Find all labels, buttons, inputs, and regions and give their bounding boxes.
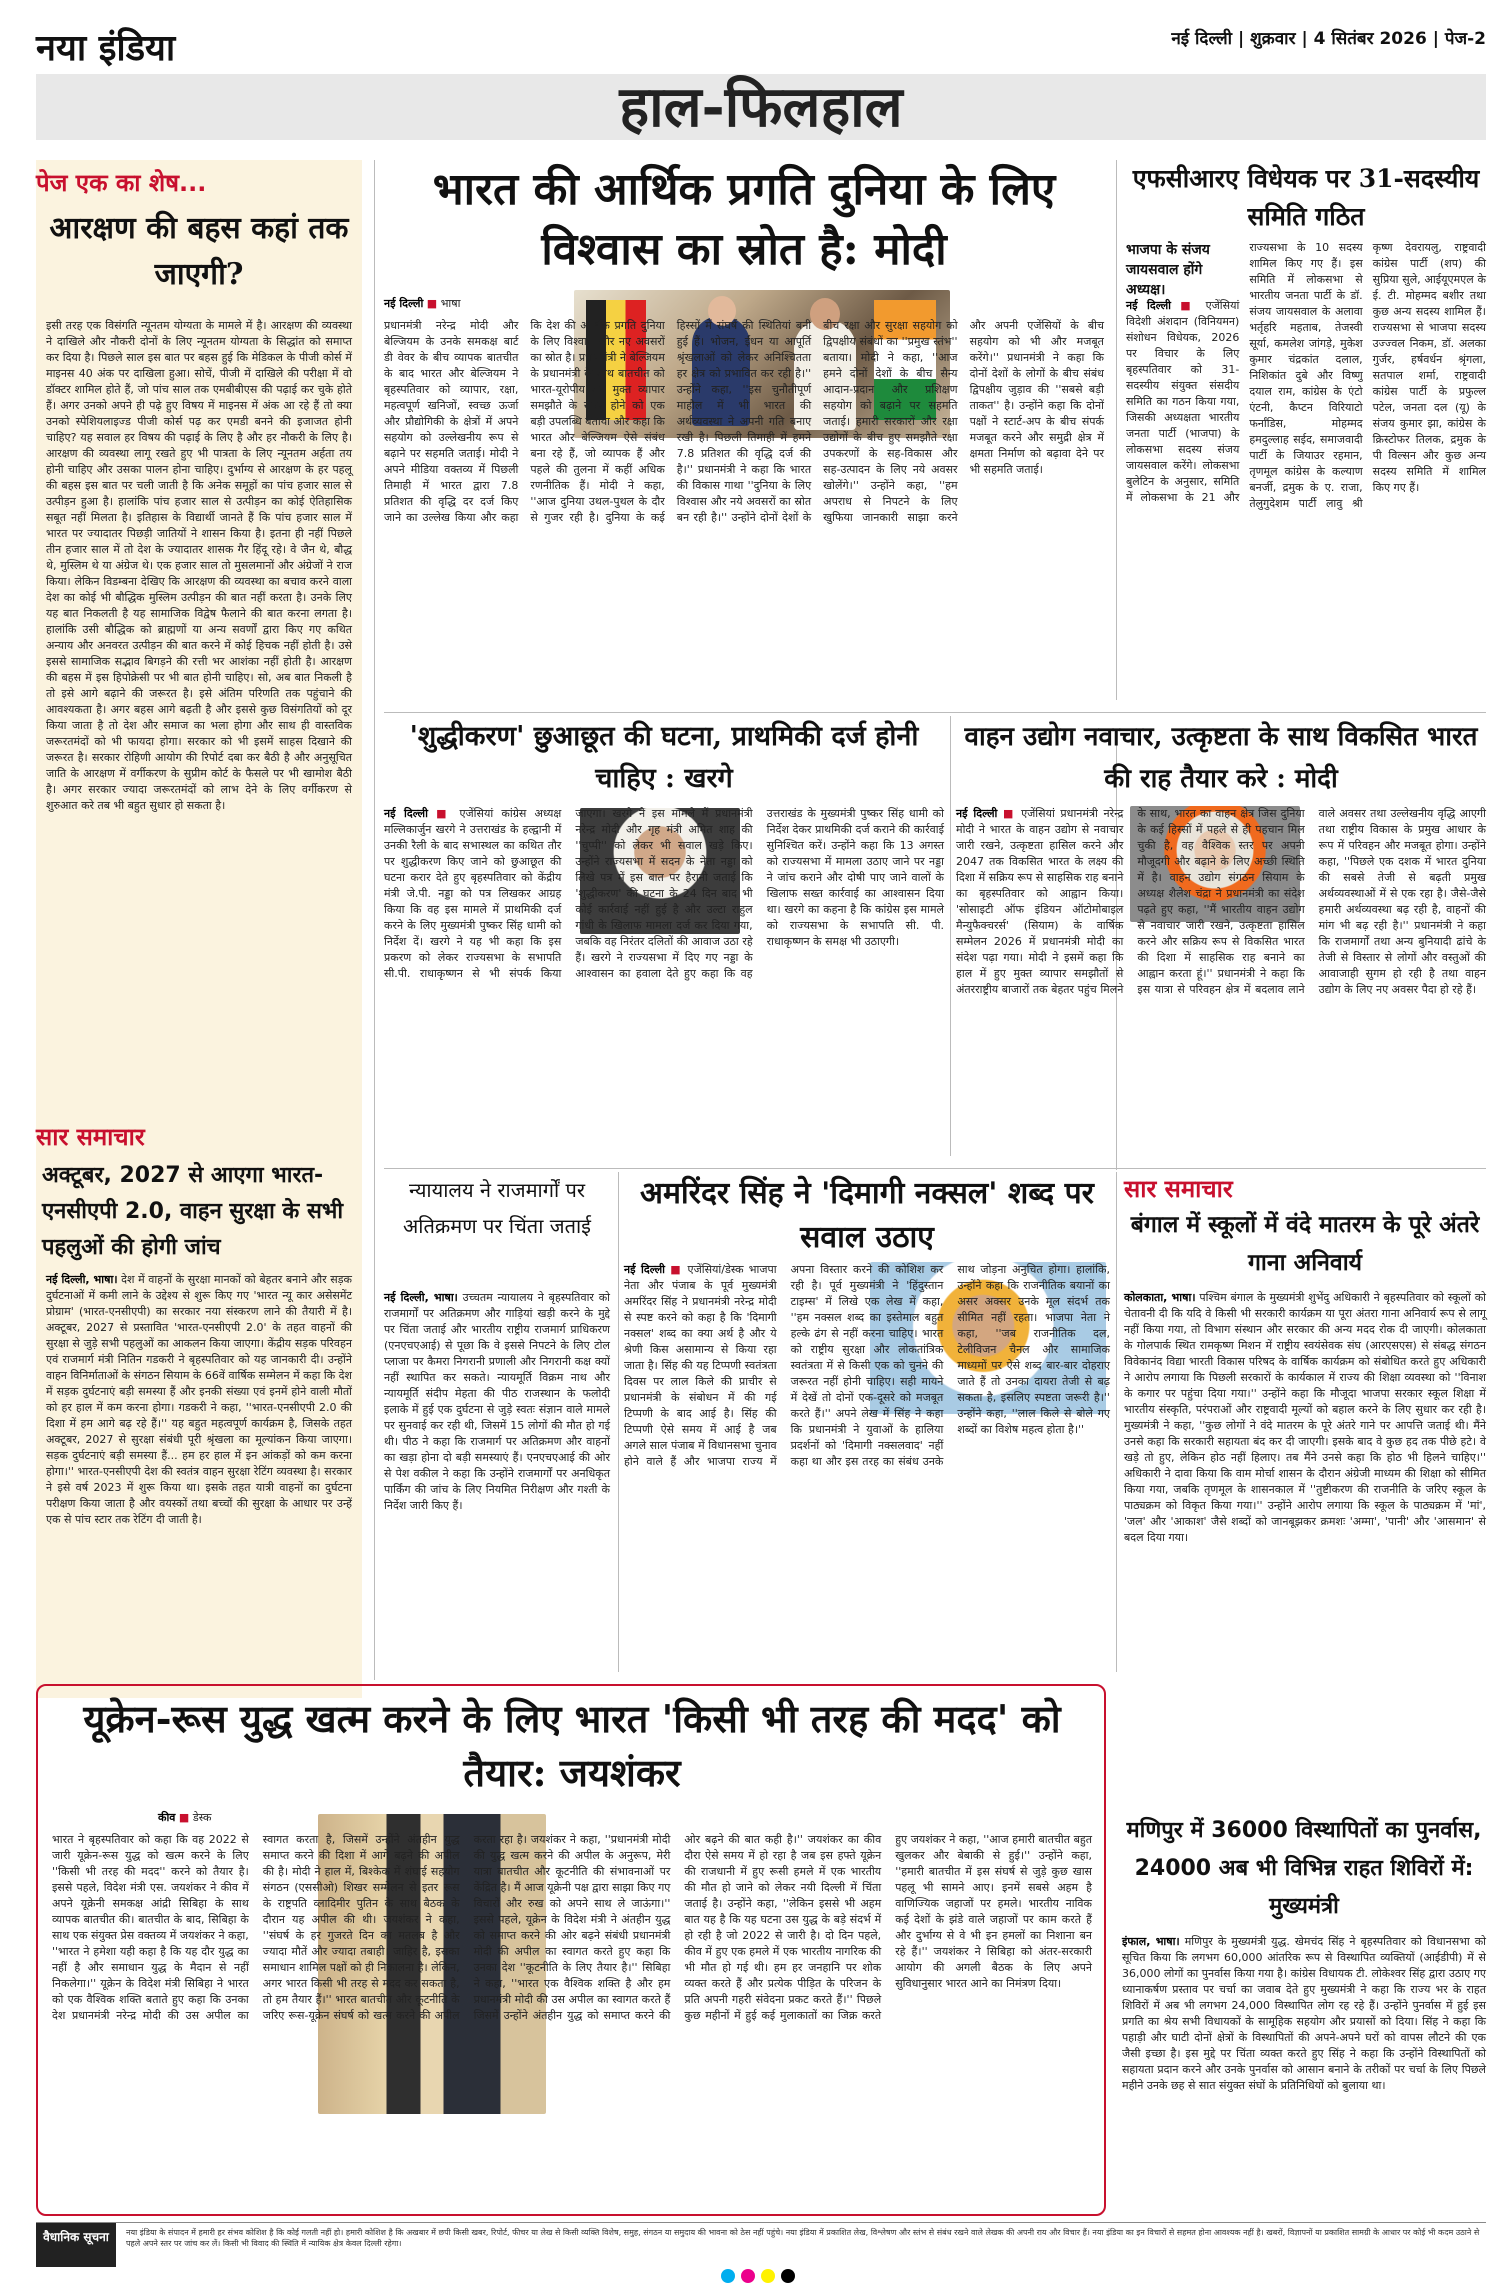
vehicle-dateline: नई दिल्ली: [956, 807, 998, 820]
cyan-dot: [721, 2269, 735, 2283]
ukraine-body: भारत ने बृहस्पतिवार को कहा कि वह 2022 से जारी यूक्रेन-रूस युद्ध को खत्म करने के लिए ''किसी भी तरह की मदद'' करने को तैयार है। इससे पहले, विदेश मंत्री एस. जयशंकर ने कीव में अपने यूक्रेनी समकक्ष आंद्री सिबिहा के साथ व्यापक बातचीत की। बातचीत के बाद, सिबिहा के साथ एक संयुक्त प्रेस वक्तव्य में जयशंकर ने कहा, ''भारत ने हमेशा यही कहा है कि यह दौर युद्ध का नहीं है और समाधान युद्ध के मैदान से नहीं निकलेगा।'' यूक्रेन के विदेश मंत्री सिबिहा ने भारत को एक वैश्विक शक्ति बताते हुए कहा कि उनका देश प्रधानमंत्री नरेन्द्र मोदी की उस अपील का स्वागत करता है, जिसमें उन्होंने अंतहीन युद्ध समाप्त करने की दिशा में आगे बढ़ने की अपील की है। मोदी ने हाल में, बिश्केक में शंघाई सहयोग संगठन (एससीओ) शिखर सम्मेलन से इतर रूस के राष्ट्रपति व्लादिमीर पुतिन के साथ बैठक के दौरान यह अपील की थी। जयशंकर ने कहा, ''संघर्ष के हर गुजरते दिन का मतलब है और ज्यादा मौतें और ज्यादा तबाही। जाहिर है, इसका समाधान शामिल पक्षों को ही निकालना है। लेकिन, अगर भारत किसी भी तरह से मदद कर सकता है, तो हम तैयार हैं।'' भारत बातचीत और कूटनीति के जरिए रूस-यूक्रेन संघर्ष को खत्म करने की अपील करता रहा है। जयशंकर ने कहा, ''प्रधानमंत्री मोदी की युद्ध खत्म करने की अपील के अनुरूप, मेरी यात्रा बातचीत और कूटनीति की संभावनाओं पर केंद्रित है। मैं आज यूक्रेनी पक्ष द्वारा साझा किए गए विचारों और रुख को अपने साथ ले जाऊंगा।'' इससे पहले, यूक्रेन के विदेश मंत्री ने अंतहीन युद्ध को समाप्त करने की ओर बढ़ने संबंधी प्रधानमंत्री मोदी की अपील का स्वागत करते हुए कहा कि उनका देश ''कूटनीति के लिए तैयार है।'' सिबिहा ने कहा, ''भारत एक वैश्विक शक्ति है और हम प्रधानमंत्री मोदी की उस अपील का स्वागत करते हैं जिसमें उन्होंने अंतहीन युद्ध को समाप्त करने की ओर बढ़ने की बात कही है।'' जयशंकर का कीव दौरा ऐसे समय में हो रहा है जब इस हफ्ते यूक्रेन की राजधानी में हुए रूसी हमले में एक भारतीय की मौत हो जाने को लेकर नयी दिल्ली में चिंता जताई है। उन्होंने कहा, ''लेकिन इससे भी अहम बात यह है कि यह घटना उस युद्ध के बड़े संदर्भ में हो रही है जो 2022 से जारी है। दो दिन पहले, कीव में हुए एक हमले में एक भारतीय नागरिक की भी मौत हो गई थी। हम हर जनहानि पर शोक व्यक्त करते हैं और प्रत्येक पीड़ित के परिजन के प्रति अपनी गहरी संवेदना प्रकट करते हैं।'' पिछले कुछ महीनों में हुई कई मुलाकातों का जिक्र करते हुए जयशंकर ने कहा, ''आज हमारी बातचीत बहुत खुलकर और बेबाकी से हुई।'' उन्होंने कहा, ''हमारी बातचीत में इस संघर्ष से जुड़े कुछ खास पहलू भी सामने आए। इनमें सबसे अहम है वाणिज्यिक जहाजों पर हमले। भारतीय नाविक कई देशों के झंडे वाले जहाजों पर काम करते हैं और दुर्भाग्य से वे भी इन हमलों का निशाना बन रहे हैं।'' जयशंकर ने सिबिहा को अंतर-सरकारी आयोग की अगली बैठक के लिए अपने सुविधानुसार भारत आने का निमंत्रण दिया।: [52, 1833, 1092, 2022]
kharge-text: कांग्रेस अध्यक्ष मल्लिकार्जुन खरगे ने उत्तराखंड के हल्द्वानी में उनकी रैली के बाद सभास्थल का कथित तौर पर शुद्धीकरण किए जाने को छुआछूत की घटना करार देते हुए बृहस्पतिवार को केंद्रीय मंत्री जे.पी. नड्डा को पत्र लिखकर आग्रह किया कि वह इस मामले में प्राथमिकी दर्ज करने के लिए मुख्यमंत्री पुष्कर सिंह धामी को निर्देश दें। खरगे ने यह भी कहा कि इस प्रकरण को लेकर राज्यसभा के सभापति सी.पी. राधाकृष्णन से भी संपर्क किया जाएगा। खरगे ने इस मामले में प्रधानमंत्री नरेन्द्र मोदी और गृह मंत्री अमित शाह की ''चुप्पी'' को लेकर भी सवाल खड़े किए। उन्होंने राज्यसभा में सदन के नेता नड्डा को लिखे पत्र में इस बात पर हैरानी जताई कि 'शुद्धीकरण' की घटना के 24 दिन बाद भी कोई कार्रवाई नहीं हुई है और उल्टा राहुल गांधी के खिलाफ मामला दर्ज कर दिया गया, जबकि वह निरंतर दलितों की आवाज उठा रहे हैं। खरगे ने राज्यसभा में दिए गए नड्डा के आश्वासन का हवाला देते हुए कहा कि वह उत्तराखंड के मुख्यमंत्री पुष्कर सिंह धामी को निर्देश देकर प्राथमिकी दर्ज कराने की कार्रवाई सुनिश्चित करें। उन्होंने कहा कि 13 अगस्त को राज्यसभा में मामला उठाए जाने पर नड्डा ने जांच कराने और दोषी पाए जाने वालों के खिलाफ सख्त कार्रवाई का आश्वासन दिया था। खरगे का कहना है कि कांग्रेस इस मामले को राज्यसभा के सभापति सी. पी. राधाकृष्णन के समक्ष भी उठाएगी।: [384, 807, 944, 980]
magenta-dot: [741, 2269, 755, 2283]
ukraine-box: [36, 1684, 1106, 2216]
ukraine-agency: डेस्क: [192, 1811, 212, 1824]
ncap-body: [46, 1272, 352, 1692]
lead-headline: भारत की आर्थिक प्रगति दुनिया के लिए विश्वास का स्रोत है: मोदी: [432, 164, 1056, 275]
manipur-headline: मणिपुर में 36000 विस्थापितों का पुनर्वास, 24000 अब भी विभिन्न राहत शिविरों में: मुख्यमंत्री: [1126, 1818, 1482, 1919]
fcra-dateline: नई दिल्ली: [1126, 299, 1172, 312]
bengal-text: पश्चिम बंगाल के मुख्यमंत्री शुभेंदु अधिकारी ने बृहस्पतिवार को स्कूलों को चेतावनी दी कि यदि वे किसी भी सरकारी कार्यक्रम या पूरा अंतरा गाना अनिवार्य रूप से लागू नहीं किया गया, तो विभाग संस्थान और सरकार की अन्य मदद रोक दी जाएगी। कोलकाता के गोलपार्क स्थित रामकृष्ण मिशन में राष्ट्रीय स्वयंसेवक संघ (आरएसएस) से संबद्ध संगठन विवेकानंद विद्या भारती विकास परिषद के वार्षिक कार्यक्रम को संबोधित करते हुए अधिकारी ने आरोप लगाया कि पिछली सरकारों के कार्यकाल में राज्य की शिक्षा व्यवस्था को ''विनाश के कगार पर पहुंचा दिया गया।'' उन्होंने कहा कि मौजूदा भाजपा सरकार स्कूल शिक्षा में भारतीय संस्कृति, परंपराओं और राष्ट्रवादी मूल्यों को बहाल करने के लिए सुधार कर रही है। मुख्यमंत्री ने कहा, ''कुछ लोगों ने वंदे मातरम के पूरे अंतरे गाने पर आपत्ति जताई थी। मैंने उनसे कहा कि सरकारी सहायता बंद कर दी जाएगी। इसके बाद वे कुछ हद तक पीछे हटे। वे खड़े तो हुए, लेकिन होठ नहीं हिलाए। तब मैंने उनसे कहा कि होठ भी हिलने चाहिए।'' अधिकारी ने दावा किया कि वाम मोर्चा शासन के दौरान अंग्रेजी माध्यम की शिक्षा को सीमित किया गया, जबकि तृणमूल के शासनकाल में ''तुष्टीकरण की राजनीति के जरिए स्कूल के पाठ्यक्रम को विकृत किया गया।'' उन्होंने आरोप लगाया कि स्कूल के पाठ्यक्रम में 'मां', 'जल' और 'आकाश' जैसे शब्दों को जानबूझकर क्रमशः 'अम्मा', 'पानी' और 'आसमान' से बदल दिया गया।: [1124, 1291, 1487, 1544]
court-text: उच्चतम न्यायालय ने बृहस्पतिवार को राजमार्गों पर अतिक्रमण और गाड़ियां खड़ी करने के मुद्दे पर चिंता जताई और भारतीय राष्ट्रीय राजमार्ग प्राधिकरण (एनएचएआई) से पूछा कि वे इससे निपटने के लिए टोल प्लाजा पर कैमरा निगरानी प्रणाली और निगरानी कक्ष क्यों नहीं स्थापित कर सकते। न्यायमूर्ति विक्रम नाथ और न्यायमूर्ति संदीप मेहता की पीठ राजस्थान के फलोदी इलाके में हुई एक दुर्घटना से जुड़े स्वतः संज्ञान वाले मामले पर सुनवाई कर रही थी, जिसमें 15 लोगों की मौत हो गई थी। पीठ ने कहा कि राजमार्ग पर अतिक्रमण और वाहनों का खड़ा होना दो बड़ी समस्याएं हैं। एनएचएआई की ओर से पेश वकील ने कहा कि उन्होंने राजमार्गों पर अनधिकृत पार्किंग की जांच के लिए नियमित निरीक्षण और गश्ती के निर्देश जारी किए हैं।: [384, 1291, 611, 1512]
ncap-text: देश में वाहनों के सुरक्षा मानकों को बेहतर बनाने और सड़क दुर्घटनाओं में कमी लाने के उद्देश्य से शुरू किए गए 'भारत न्यू कार असेसमेंट प्रोग्राम' (भारत-एनसीएपी) का सरकार नया संस्करण लाने की तैयारी में है। अक्टूबर, 2027 से प्रस्तावित 'भारत-एनसीएपी 2.0' के तहत वाहनों की सुरक्षा से जुड़े सभी पहलुओं का आकलन किया जाएगा। केंद्रीय सड़क परिवहन एवं राजमार्ग मंत्री नितिन गडकरी ने बृहस्पतिवार को यह जानकारी दी। उन्होंने वाहन विनिर्माताओं के संगठन सियाम के 66वें वार्षिक सम्मेलन में कहा कि देश में सड़क दुर्घटनाएं बड़ी समस्या हैं और इनकी संख्या एवं इनमें होने वाली मौतों को हर हाल में कम करना होगा। गडकरी ने कहा, ''भारत-एनसीएपी 2.0 की दिशा में हम आगे बढ़ रहे हैं।'' यह बहुत महत्वपूर्ण कार्यक्रम है, जिसके तहत अक्टूबर, 2027 से सुरक्षा संबंधी पूरी श्रृंखला का मूल्यांकन किया जाएगा। सड़क दुर्घटनाएं बड़ी समस्या हैं... हम हर हाल में इन आंकड़ों को कम करना होगा।'' भारत-एनसीएपी देश की स्वतंत्र वाहन सुरक्षा रेटिंग व्यवस्था है। सरकार ने इसे वर्ष 2023 में शुरू किया था। इसके तहत यात्री वाहनों का दुर्घटना परीक्षण किया जाता है और वयस्कों तथा बच्चों की सुरक्षा के आधार पर उन्हें एक से पांच स्टार तक रेटिंग दी जाती है।: [46, 1273, 352, 1526]
kharge-agency: एजेंसियां: [459, 807, 494, 820]
black-dot: [781, 2269, 795, 2283]
lead-dateline: नई दिल्ली: [384, 297, 424, 310]
fcra-text: विदेशी अंशदान (विनियमन) संशोधन विधेयक, 2026 पर विचार के लिए बृहस्पतिवार को 31-सदस्यीय संयुक्त संसदीय समिति का गठन किया गया, जिसकी अध्यक्षता भारतीय जनता पार्टी (भाजपा) के लोकसभा सदस्य संजय जायसवाल करेंगे। लोकसभा बुलेटिन के अनुसार, समिति में लोकसभा के 21 और राज्यसभा के 10 सदस्य शामिल किए गए हैं। इस समिति में लोकसभा से भारतीय जनता पार्टी के डॉ. संजय जायसवाल के अलावा भर्तृहरि महताब, तेजस्वी सूर्या, कमलेश जांगड़े, मुकेश कुमार चंद्रकांत दलाल, निशिकांत दुबे और विष्णु दयाल राम, कांग्रेस के एंटो एंटनी, कैप्टन विरियाटो फर्नांडिस, मोहम्मद हमदुल्लाह सईद, समाजवादी पार्टी के जियाउर रहमान, तृणमूल कांग्रेस के कल्याण बनर्जी, द्रमुक के ए. राजा, तेलुगुदेशम पार्टी लावु श्री कृष्ण देवरायलु, राष्ट्रवादी कांग्रेस पार्टी (शप) की सुप्रिया सुले, आईयूएमएल के ई. टी. मोहम्मद बशीर तथा कुछ अन्य सदस्य शामिल हैं। राज्यसभा से भाजपा सदस्य उज्ज्वल निकम, डॉ. अलका गुर्जर, हर्षवर्धन श्रृंगला, सतपाल शर्मा, राष्ट्रवादी कांग्रेस पार्टी के प्रफुल्ल पटेल, जनता दल (यू) के संजय कुमार झा, कांग्रेस के क्रिस्टोफर तिलक, द्रमुक के पी विल्सन और कुछ अन्य सदस्य समिति में शामिल किए गए हैं।: [1126, 241, 1486, 510]
court-dateline: नई दिल्ली, भाषा।: [384, 1291, 458, 1304]
vehicle-text: प्रधानमंत्री नरेन्द्र मोदी ने भारत के वाहन उद्योग से नवाचार जारी रखने, उत्कृष्टता हासिल करने और 2047 तक विकसित भारत के लक्ष्य की दिशा में सक्रिय रूप से साहसिक राह बनाने का बृहस्पतिवार को आह्वान किया। 'सोसाइटी ऑफ इंडियन ऑटोमोबाइल मैन्युफैक्चरर्स' (सियाम) के वार्षिक सम्मेलन 2026 में प्रधानमंत्री मोदी का संदेश पढ़ा गया। मोदी ने इसमें कहा कि हाल में हुए मुक्त व्यापार समझौतों से अंतरराष्ट्रीय बाजारों तक बेहतर पहुंच मिलने के साथ, भारत का वाहन क्षेत्र जिस दुनिया के कई हिस्सों में पहले से ही पहचान मिल चुकी है, वह वैश्विक स्तर पर अपनी मौजूदगी और बढ़ाने के लिए अच्छी स्थिति में है। वाहन उद्योग संगठन सियाम के अध्यक्ष शैलेश चंद्रा ने प्रधानमंत्री का संदेश पढ़ते हुए कहा, ''मैं भारतीय वाहन उद्योग से नवाचार जारी रखने, उत्कृष्टता हासिल करने और सक्रिय रूप से विकसित भारत की दिशा में साहसिक राह बनाने का आह्वान करता हूं।'' प्रधानमंत्री ने कहा कि इस यात्रा से परिवहन क्षेत्र में बदलाव लाने वाले अवसर तथा उल्लेखनीय वृद्धि आएगी तथा राष्ट्रीय विकास के प्रमुख आधार के रूप में परिवहन और मजबूत होगा। उन्होंने कहा, ''पिछले एक दशक में भारत दुनिया की सबसे तेजी से बढ़ती प्रमुख अर्थव्यवस्थाओं में से एक रहा है। जैसे-जैसे हमारी अर्थव्यवस्था बढ़ रही है, वाहनों की मांग भी बढ़ रही है।'' प्रधानमंत्री ने कहा कि राजमार्गों तथा अन्य बुनियादी ढांचे के तेजी से विस्तार से लोगों और वस्तुओं की आवाजाही सुगम हो रही है तथा वाहन उद्योग के लिए नए अवसर पैदा हो रहे हैं।: [956, 807, 1486, 996]
vehicle-body: नई दिल्ली ■ एजेंसियां प्रधानमंत्री नरेन्द्र मोदी ने भारत के वाहन उद्योग से नवाचार जारी रखने, उत्कृष्टता हासिल करने और 2047 तक विकसित भारत के लक्ष्य की दिशा में सक्रिय रूप से साहसिक राह बनाने का बृहस्पतिवार को आह्वान किया। 'सोसाइटी ऑफ इंडियन ऑटोमोबाइल मैन्युफैक्चरर्स' (सियाम) के वार्षिक सम्मेलन 2026 में प्रधानमंत्री मोदी का संदेश पढ़ा गया। मोदी ने इसमें कहा कि हाल में हुए मुक्त व्यापार समझौतों से अंतरराष्ट्रीय बाजारों तक बेहतर पहुंच मिलने के साथ, भारत का वाहन क्षेत्र जिस दुनिया के कई हिस्सों में पहले से ही पहचान मिल चुकी है, वह वैश्विक स्तर पर अपनी मौजूदगी और बढ़ाने के लिए अच्छी स्थिति में है। वाहन उद्योग संगठन सियाम के अध्यक्ष शैलेश चंद्रा ने प्रधानमंत्री का संदेश पढ़ते हुए कहा, ''मैं भारतीय वाहन उद्योग से नवाचार जारी रखने, उत्कृष्टता हासिल करने और सक्रिय रूप से विकसित भारत की दिशा में साहसिक राह बनाने का आह्वान करता हूं।'' प्रधानमंत्री ने कहा कि इस यात्रा से परिवहन क्षेत्र में बदलाव लाने वाले अवसर तथा उल्लेखनीय वृद्धि आएगी तथा राष्ट्रीय विकास के प्रमुख आधार के रूप में परिवहन और मजबूत होगा। उन्होंने कहा, ''पिछले एक दशक में भारत दुनिया की सबसे तेजी से बढ़ती प्रमुख अर्थव्यवस्थाओं में से एक रहा है। जैसे-जैसे हमारी अर्थव्यवस्था बढ़ रही है, वाहनों की मांग भी बढ़ रही है।'' प्रधानमंत्री ने कहा कि राजमार्गों तथा अन्य बुनियादी ढांचे के तेजी से विस्तार से लोगों और वस्तुओं की आवाजाही सुगम हो रही है तथा वाहन उद्योग के लिए नए अवसर पैदा हो रहे हैं।: [956, 807, 1486, 996]
manipur-body: [1122, 1934, 1486, 2216]
left-column: [36, 160, 362, 1698]
manipur-dateline: इंफाल, भाषा।: [1122, 1935, 1180, 1948]
lead-agency: भाषा: [440, 297, 461, 310]
kharge-dateline: नई दिल्ली: [384, 807, 428, 820]
ncap-dateline: नई दिल्ली, भाषा।: [46, 1273, 118, 1286]
ncap-headline: अक्टूबर, 2027 से आएगा भारत-एनसीएपी 2.0, वाहन सुरक्षा के सभी पहलुओं की होगी जांच: [42, 1163, 344, 1260]
amarinder-headline: अमरिंदर सिंह ने 'दिमागी नक्सल' शब्द पर सवाल उठाए: [640, 1176, 1094, 1255]
brand-logo: नया इंडिया: [36, 28, 176, 69]
masthead: [36, 22, 1486, 140]
kharge-headline: 'शुद्धीकरण' छुआछूत की घटना, प्राथमिकी दर्ज होनी चाहिए : खरगे: [409, 721, 919, 794]
kharge-body: नई दिल्ली ■ एजेंसियां कांग्रेस अध्यक्ष मल्लिकार्जुन खरगे ने उत्तराखंड के हल्द्वानी में उनकी रैली के बाद सभास्थल का कथित तौर पर शुद्धीकरण किए जाने को छुआछूत की घटना करार देते हुए बृहस्पतिवार को केंद्रीय मंत्री जे.पी. नड्डा को पत्र लिखकर आग्रह किया कि वह इस मामले में प्राथमिकी दर्ज करने के लिए मुख्यमंत्री पुष्कर सिंह धामी को निर्देश दें। खरगे ने यह भी कहा कि इस प्रकरण को लेकर राज्यसभा के सभापति सी.पी. राधाकृष्णन से भी संपर्क किया जाएगा। खरगे ने इस मामले में प्रधानमंत्री नरेन्द्र मोदी और गृह मंत्री अमित शाह की ''चुप्पी'' को लेकर भी सवाल खड़े किए। उन्होंने राज्यसभा में सदन के नेता नड्डा को लिखे पत्र में इस बात पर हैरानी जताई कि 'शुद्धीकरण' की घटना के 24 दिन बाद भी कोई कार्रवाई नहीं हुई है और उल्टा राहुल गांधी के खिलाफ मामला दर्ज कर दिया गया, जबकि वह निरंतर दलितों की आवाज उठा रहे हैं। खरगे ने राज्यसभा में दिए गए नड्डा के आश्वासन का हवाला देते हुए कहा कि वह उत्तराखंड के मुख्यमंत्री पुष्कर सिंह धामी को निर्देश देकर प्राथमिकी दर्ज कराने की कार्रवाई सुनिश्चित करें। उन्होंने कहा कि 13 अगस्त को राज्यसभा में मामला उठाए जाने पर नड्डा ने जांच कराने और दोषी पाए जाने वालों के खिलाफ सख्त कार्रवाई का आश्वासन दिया था। खरगे का कहना है कि कांग्रेस इस मामले को राज्यसभा के सभापति सी. पी. राधाकृष्णन के समक्ष भी उठाएगी।: [384, 807, 944, 980]
registration-marks: [36, 2268, 1486, 2282]
ukraine-dateline: कीव: [158, 1811, 176, 1824]
court-body: [384, 1290, 610, 1674]
fcra-body: नई दिल्ली ■ एजेंसियां विदेशी अंशदान (विनियमन) संशोधन विधेयक, 2026 पर विचार के लिए बृहस्पतिवार को 31-सदस्यीय संयुक्त संसदीय समिति का गठन किया गया, जिसकी अध्यक्षता भारतीय जनता पार्टी (भाजपा) के लोकसभा सदस्य संजय जायसवाल करेंगे। लोकसभा बुलेटिन के अनुसार, समिति में लोकसभा के 21 और राज्यसभा के 10 सदस्य शामिल किए गए हैं। इस समिति में लोकसभा से भारतीय जनता पार्टी के डॉ. संजय जायसवाल के अलावा भर्तृहरि महताब, तेजस्वी सूर्या, कमलेश जांगड़े, मुकेश कुमार चंद्रकांत दलाल, निशिकांत दुबे और विष्णु दयाल राम, कांग्रेस के एंटो एंटनी, कैप्टन विरियाटो फर्नांडिस, मोहम्मद हमदुल्लाह सईद, समाजवादी पार्टी के जियाउर रहमान, तृणमूल कांग्रेस के कल्याण बनर्जी, द्रमुक के ए. राजा, तेलुगुदेशम पार्टी लावु श्री कृष्ण देवरायलु, राष्ट्रवादी कांग्रेस पार्टी (शप) की सुप्रिया सुले, आईयूएमएल के ई. टी. मोहम्मद बशीर तथा कुछ अन्य सदस्य शामिल हैं। राज्यसभा से भाजपा सदस्य उज्ज्वल निकम, डॉ. अलका गुर्जर, हर्षवर्धन श्रृंगला, सतपाल शर्मा, राष्ट्रवादी कांग्रेस पार्टी के प्रफुल्ल पटेल, जनता दल (यू) के संजय कुमार झा, कांग्रेस के क्रिस्टोफर तिलक, द्रमुक के पी विल्सन और कुछ अन्य सदस्य समिति में शामिल किए गए हैं।: [1126, 241, 1486, 510]
vehicle-headline: वाहन उद्योग नवाचार, उत्कृष्टता के साथ विकसित भारत की राह तैयार करे : मोदी: [964, 722, 1478, 794]
footer: [36, 2222, 1486, 2266]
ukraine-headline: यूक्रेन-रूस युद्ध खत्म करने के लिए भारत 'किसी भी तरह की मदद' को तैयार: जयशंकर: [83, 1696, 1061, 1795]
court-headline: न्यायालय ने राजमार्गों पर अतिक्रमण पर चिंता जताई: [403, 1178, 591, 1238]
bengal-headline: बंगाल में स्कूलों में वंदे मातरम के पूरे अंतरे गाना अनिवार्य: [1130, 1212, 1480, 1276]
amarinder-dateline: नई दिल्ली: [624, 1263, 665, 1276]
lead-byline: नई दिल्ली ■ भाषा: [384, 297, 461, 310]
bengal-sar-kicker: सार समाचार: [1124, 1175, 1233, 1203]
bengal-body: [1124, 1290, 1486, 1812]
yellow-dot: [761, 2269, 775, 2283]
fcra-headline: एफसीआरए विधेयक पर 31-सदस्यीय समिति गठित: [1132, 164, 1480, 231]
manipur-text: मणिपुर के मुख्यमंत्री युद्ध. खेमचंद सिंह ने बृहस्पतिवार को विधानसभा को सूचित किया कि लगभग 60,000 आंतरिक रूप से विस्थापित व्यक्तियों (आईडीपी) में से 36,000 लोगों का पुनर्वास किया गया है। कांग्रेस विधायक टी. लोकेश्वर सिंह द्वारा उठाए गए ध्यानाकर्षण प्रस्ताव पर चर्चा का जवाब देते हुए मुख्यमंत्री ने कहा कि राज्य भर के राहत शिविरों में अब भी लगभग 24,000 विस्थापित लोग रह रहे हैं। उन्होंने पुनर्वास में हुई इस प्रगति का श्रेय सभी विधायकों के सामूहिक सहयोग और प्रयासों को दिया। सिंह ने कहा कि पहाड़ी और घाटी दोनों क्षेत्रों के विस्थापितों की अपने-अपने घरों को वापस लौटने की एक जैसी इच्छा है। इस मुद्दे पर चिंता व्यक्त करते हुए सिंह ने कहा कि उन्होंने विस्थापितों को सहायता प्रदान करने और उनके पुनर्वास को आसान बनाने के तरीकों पर चर्चा के लिए पिछले महीने उनके छह से सात संयुक्त संघों के प्रतिनिधियों को बुलाया था।: [1122, 1935, 1487, 2092]
bengal-dateline: कोलकाता, भाषा।: [1124, 1291, 1196, 1304]
fcra-subhead: भाजपा के संजय जायसवाल होंगे अध्यक्ष।: [1126, 242, 1210, 298]
statutory-notice-label: वैधानिक सूचना: [36, 2223, 116, 2267]
ukraine-byline: कीव ■ डेस्क: [158, 1811, 212, 1824]
fcra-agency: एजेंसियां: [1205, 299, 1240, 312]
reservation-body: इसी तरह एक विसंगति न्यूनतम योग्यता के मामले में है। आरक्षण की व्यवस्था ने दाखिले और नौकरी दोनों के लिए न्यूनतम योग्यता के सिद्धांत को समाप्त कर दिया है। पिछले साल इस बात पर बहस हुई कि मेडिकल के पीजी कोर्स में माइनस 40 अंक पर दाखिला हुआ। सोचें, पीजी में दाखिले की परीक्षा में वो डॉक्टर शामिल होते हैं, जो पांच साल तक एमबीबीएस की पढ़ाई कर चुके होते हैं। अगर उनको अपने ही पढ़े हुए विषय में माइनस में अंक आ रहे हैं तो क्या उनको स्पेशियलाइज्ड पीजी कोर्स पढ़ कर एमडी बनने की इजाजत होनी चाहिए? यह सवाल हर विषय की पढ़ाई के लिए है और हर नौकरी के लिए है। आरक्षण की व्यवस्था लागू रखते हुए भी पात्रता के लिए न्यूनतम अर्हता तय होनी चाहिए और उसका पालन होना चाहिए। दुर्भाग्य से आरक्षण के हर पहलू की बहस इस बात पर चली जाती है कि अनेक समूहों का पांच हजार साल से उत्पीड़न हुआ है। हालांकि पांच हजार साल से उत्पीड़न का कोई ऐतिहासिक सबूत नहीं मिलता है। इतिहास के विद्यार्थी जानते हैं कि पांच हजार साल में भारत पर ज्यादातर पिछड़ी जातियों ने शासन किया है। इतना ही नहीं पिछले तीन हजार साल में तो देश के ज्यादातर शासक गैर हिंदू रहे। वे जैन थे, बौद्ध थे, मुस्लिम थे या अंग्रेज थे। एक हजार साल तो मुसलमानों और अंग्रेजों ने राज किया। लेकिन विडम्बना देखिए कि आरक्षण की व्यवस्था का बचाव करने वाला देश का कोई भी बौद्धिक मुस्लिम उत्पीड़न की बात नहीं करता है। उनके लिए यह बात निकलती है यह सामाजिक विद्वेष फैलाने की बात करना लगता है। हालांकि उसी बौद्धिक को ब्राह्मणों या अन्य सवर्णों द्वारा किए गए कथित अन्याय और अनवरत उत्पीड़न की बात करने में कोई हिचक नहीं होती है। उसे इससे सामाजिक सद्भाव बिगड़ने की रत्ती भर आशंका नहीं होती है। आरक्षण की बहस में इस हिपोक्रेसी पर भी बात होनी चाहिए। सो, अब बात निकली है तो इसे आगे बढ़ाने की जरूरत है। इसे अंतिम परिणति तक पहुंचाने की आवश्यकता है। अगर बहस आगे बढ़ती है और इससे कुछ विसंगतियों को दूर किया जाता है तो देश और समाज का भला होगा और साथ ही वास्तविक जरूरतमंदों को भी फायदा होगा। सरकार को भी इसमें साहस दिखाने की जरूरत है। सरकार रोहिणी आयोग की रिपोर्ट दबा कर बैठी है और अनुसूचित जाति के आरक्षण में वर्गीकरण के सुप्रीम कोर्ट के फैसले पर भी खामोश बैठी है। अगर सरकार ज्यादा जरूरतमंदों को लाभ देने के लिए वर्गीकरण से शुरुआत करे तब भी बहुत सुधार हो सकता है।: [46, 319, 352, 812]
statutory-notice-text: नया इंडिया के संपादन में हमारी हर संभव कोशिश है कि कोई गलती नहीं हो। हमारी कोशिश है कि अखबार में छपी किसी खबर, रिपोर्ट, फीचर या लेख से किसी व्यक्ति विशेष, समुह, संगठन या समुदाय की भावना को ठेस नहीं पहुंचे। नया इंडिया में प्रकाशित लेख, विश्लेषण और स्तंभ से संबंध रखने वाले लेखक की अपनी राय और विचार हैं। नया इंडिया का इन विचारों से सहमत होना आवश्यक नहीं है। खबरों, विज्ञापनों या प्रकाशित सामग्री के आधार पर कोई भी कदम उठाने से पहले अपने स्तर पर जांच कर लें। किसी भी विवाद की स्थिति में न्यायिक क्षेत्र केवल दिल्ली रहेगा।: [126, 2228, 1480, 2248]
reservation-headline: आरक्षण की बहस कहां तक जाएगी?: [49, 211, 349, 292]
dateline: नई दिल्ली | शुक्रवार | 4 सितंबर 2026 | पेज-2: [1171, 29, 1486, 49]
section-title: हाल-फिलहाल: [36, 74, 1486, 140]
vehicle-agency: एजेंसियां: [1021, 807, 1055, 820]
amarinder-agency: एजेंसियां/डेस्क: [687, 1263, 744, 1276]
page-one-continued-kicker: पेज एक का शेष...: [36, 169, 207, 197]
sar-samachar-kicker: सार समाचार: [36, 1120, 362, 1152]
lead-body-lower: प्रधानमंत्री नरेन्द्र मोदी और बेल्जियम के उनके समकक्ष बार्ट डी वेवर के बीच व्यापक बातचीत के बाद भारत और बेल्जियम ने बृहस्पतिवार को व्यापार, रक्षा, महत्वपूर्ण खनिजों, स्वच्छ ऊर्जा और प्रौद्योगिकी के क्षेत्रों में अपने सहयोग को उल्लेखनीय रूप से बढ़ाने पर सहमति जताई। मोदी ने अपने मीडिया वक्तव्य में पिछली तिमाही में भारत द्वारा 7.8 प्रतिशत की वृद्धि दर दर्ज किए जाने का उल्लेख किया और कहा कि देश की आर्थिक प्रगति दुनिया के लिए विश्वास और नए अवसरों का स्रोत है। प्रधानमंत्री ने बेल्जियम के प्रधानमंत्री के साथ बातचीत को भारत-यूरोपीय संघ मुक्त व्यापार समझौते के संपन्न होने को एक बड़ी उपलब्धि बताया और कहा कि भारत और बेल्जियम ऐसे संबंध बना रहे हैं, जो व्यापक हैं और पहले की तुलना में कहीं अधिक रणनीतिक हैं। मोदी ने कहा, ''आज दुनिया उथल-पुथल के दौर से गुजर रही है। दुनिया के कई हिस्सों में संघर्ष की स्थितियां बनी हुई हैं। भोजन, ईंधन या आपूर्ति श्रृंखलाओं को लेकर अनिश्चितता हर क्षेत्र को प्रभावित कर रही है।'' उन्होंने कहा, ''इस चुनौतीपूर्ण माहौल में भी भारत की अर्थव्यवस्था ने अपनी गति बनाए रखी है। पिछली तिमाही में हमने 7.8 प्रतिशत की वृद्धि दर्ज की है।'' प्रधानमंत्री ने कहा कि भारत की विकास गाथा ''दुनिया के लिए विश्वास और नये अवसरों का स्रोत बन रही है।'' उन्होंने दोनों देशों के बीच रक्षा और सुरक्षा सहयोग को द्विपक्षीय संबंधों का ''प्रमुख स्तंभ'' बताया। मोदी ने कहा, ''आज हमने दोनों देशों के बीच सैन्य आदान-प्रदान और प्रशिक्षण सहयोग को बढ़ाने पर सहमति जताई। हमारी सरकारों और रक्षा उद्योगों के बीच हुए समझौते रक्षा उपकरणों के सह-विकास और सह-उत्पादन के लिए नये अवसर खोलेंगे।'' उन्होंने कहा, ''हम अपराध से निपटने के लिए खुफिया जानकारी साझा करने और अपनी एजेंसियों के बीच सहयोग को भी और मजबूत करेंगे।'' प्रधानमंत्री ने कहा कि दोनों देशों के लोगों के बीच संबंध द्विपक्षीय जुड़ाव की ''सबसे बड़ी ताकत'' है। उन्होंने कहा कि दोनों पक्षों ने स्टार्ट-अप के बीच संपर्क मजबूत करने और समुद्री क्षेत्र में क्षमता निर्माण को बढ़ावा देने पर भी सहमति जताई।: [384, 319, 1104, 524]
amarinder-text: भाजपा नेता और पंजाब के पूर्व मुख्यमंत्री अमरिंदर सिंह ने प्रधानमंत्री नरेन्द्र मोदी से स्पष्ट करने को कहा है कि 'दिमागी नक्सल' शब्द का क्या अर्थ है और ये श्रेणी किस असामान्य से किया रहा जाता है। सिंह की यह टिप्पणी स्वतंत्रता दिवस पर लाल किले की प्राचीर से प्रधानमंत्री के संबोधन में की गई टिप्पणी के बाद आई है। सिंह की टिप्पणी ऐसे समय में आई है जब अगले साल पंजाब में विधानसभा चुनाव होने वाले हैं और भाजपा राज्य में अपना विस्तार करने की कोशिश कर रही है। पूर्व मुख्यमंत्री ने 'हिंदुस्तान टाइम्स' में लिखे एक लेख में कहा, ''हम नक्सल शब्द का इस्तेमाल बहुत हल्के ढंग से नहीं करना चाहिए। भारत को राष्ट्रीय सुरक्षा और लोकतांत्रिक स्वतंत्रता में से किसी एक को चुनने की जरूरत नहीं होनी चाहिए। सही मायने में देखें तो दोनों एक-दूसरे को मजबूत करते हैं।'' अपने लेख में सिंह ने कहा कि प्रधानमंत्री ने युवाओं के हालिया प्रदर्शनों को 'दिमागी नक्सलवाद' नहीं कहा था और इस तरह का संबंध उनके साथ जोड़ना अनुचित होगा। हालांकि, उन्होंने कहा कि राजनीतिक बयानों का असर अक्सर उनके मूल संदर्भ तक सीमित नहीं रहता। भाजपा नेता ने कहा, ''जब राजनीतिक दल, टेलीविजन चैनल और सामाजिक माध्यमों पर ऐसे शब्द बार-बार दोहराए जाते हैं तो उनका दायरा तेजी से बढ़ सकता है, इसलिए स्पष्टता जरूरी है।'' उन्होंने कहा, ''लाल किले से बोले गए शब्दों का विशेष महत्व होता है।'': [624, 1263, 1110, 1468]
amarinder-body: नई दिल्ली ■ एजेंसियां/डेस्क भाजपा नेता और पंजाब के पूर्व मुख्यमंत्री अमरिंदर सिंह ने प्रधानमंत्री नरेन्द्र मोदी से स्पष्ट करने को कहा है कि 'दिमागी नक्सल' शब्द का क्या अर्थ है और ये श्रेणी किस असामान्य से किया रहा जाता है। सिंह की यह टिप्पणी स्वतंत्रता दिवस पर लाल किले की प्राचीर से प्रधानमंत्री के संबोधन में की गई टिप्पणी के बाद आई है। सिंह की टिप्पणी ऐसे समय में आई है जब अगले साल पंजाब में विधानसभा चुनाव होने वाले हैं और भाजपा राज्य में अपना विस्तार करने की कोशिश कर रही है। पूर्व मुख्यमंत्री ने 'हिंदुस्तान टाइम्स' में लिखे एक लेख में कहा, ''हम नक्सल शब्द का इस्तेमाल बहुत हल्के ढंग से नहीं करना चाहिए। भारत को राष्ट्रीय सुरक्षा और लोकतांत्रिक स्वतंत्रता में से किसी एक को चुनने की जरूरत नहीं होनी चाहिए। सही मायने में देखें तो दोनों एक-दूसरे को मजबूत करते हैं।'' अपने लेख में सिंह ने कहा कि प्रधानमंत्री ने युवाओं के हालिया प्रदर्शनों को 'दिमागी नक्सलवाद' नहीं कहा था और इस तरह का संबंध उनके साथ जोड़ना अनुचित होगा। हालांकि, उन्होंने कहा कि राजनीतिक बयानों का असर अक्सर उनके मूल संदर्भ तक सीमित नहीं रहता। भाजपा नेता ने कहा, ''जब राजनीतिक दल, टेलीविजन चैनल और सामाजिक माध्यमों पर ऐसे शब्द बार-बार दोहराए जाते हैं तो उनका दायरा तेजी से बढ़ सकता है, इसलिए स्पष्टता जरूरी है।'' उन्होंने कहा, ''लाल किले से बोले गए शब्दों का विशेष महत्व होता है।'': [624, 1263, 1110, 1468]
